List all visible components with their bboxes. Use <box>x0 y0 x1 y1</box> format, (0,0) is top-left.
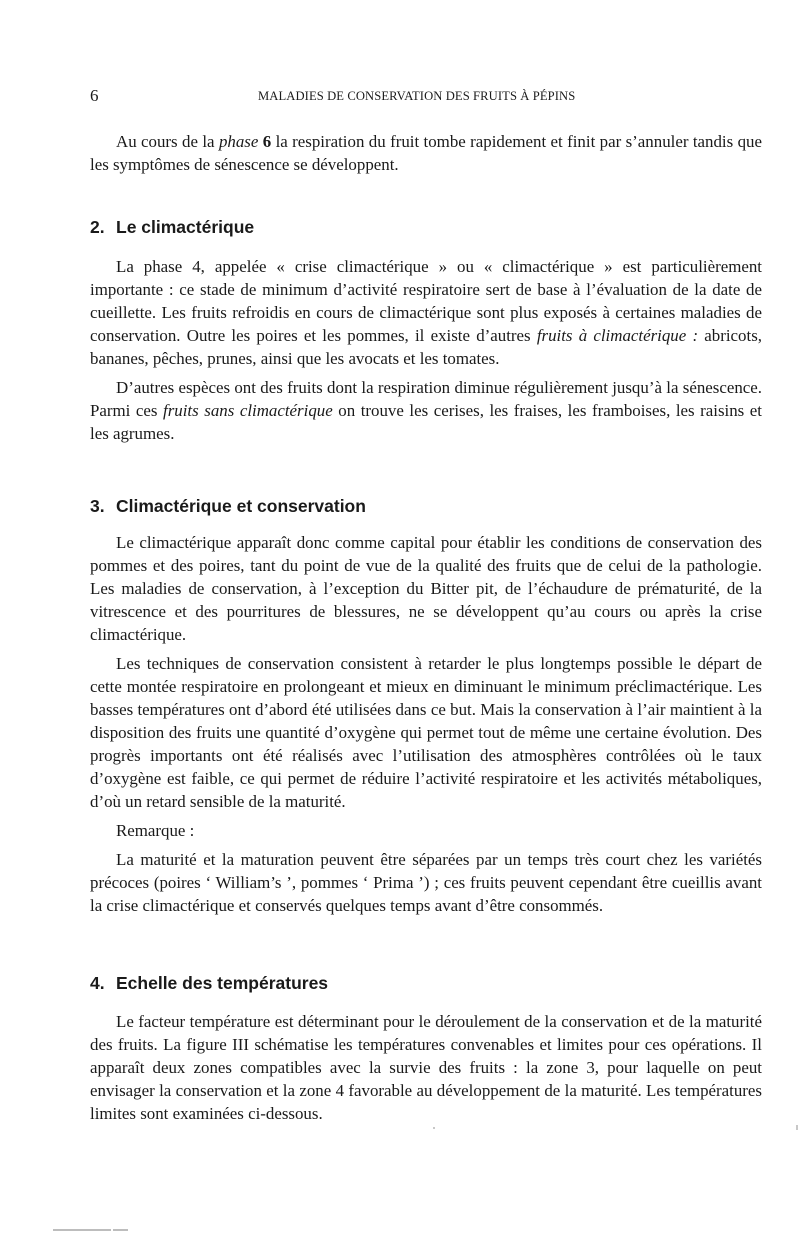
paragraph: Le facteur température est déterminant pour le déroulement de la conservation et de la maturité des fruits. La figure III schématise les températures convenables et limites pour ces opérations. Il apparaît deux zones compatibles avec la survie des fruits : la zone 3, pour laquelle on peut envisager la conservation et la zone 4 favorable au développement de la maturité. Les températures limites sont examinées ci-dessous. <box>90 1012 762 1123</box>
paragraph <box>90 376 762 445</box>
text-run: La phase 4, appelée « crise climactérique » ou « climactérique » est particulièrement importante : ce stade de minimum d’activité respiratoire sert de base à l’évaluation de la date de cueillette. Les fruits refroidis en cours de climactérique sont plus exposés à certaines maladies de conservation. Outre les poires et les pommes, il existe d’autres <box>90 257 762 345</box>
section-2-body <box>90 255 762 451</box>
scan-speck <box>433 1127 435 1129</box>
section-title: Le climactérique <box>116 217 255 237</box>
paragraph <box>90 255 762 370</box>
running-header <box>90 86 790 106</box>
section-heading-3 <box>90 496 366 517</box>
bold-run: 6 <box>258 132 272 151</box>
scan-speck <box>796 1125 798 1130</box>
text-run: D’autres espèces ont des fruits dont la respiration diminue régulièrement jusqu’à la sénescence. Parmi ces <box>90 378 762 420</box>
section-number: 4. <box>90 973 105 993</box>
section-title: Climactérique et conservation <box>116 496 366 516</box>
section-heading-2 <box>90 217 254 238</box>
running-title: MALADIES DE CONSERVATION DES FRUITS À PÉPINS <box>258 89 576 103</box>
intro-paragraph <box>90 130 762 176</box>
paragraph: Le climactérique apparaît donc comme capital pour établir les conditions de conservation des pommes et des poires, tant du point de vue de la qualité des fruits que de celui de la pathologie. Les maladies de conservation, à l’exception du Bitter pit, de l’échaudure de prématurité, de la vitrescence et des pourritures de blessures, ne se développent qu’au cours ou après la crise climactérique. <box>90 533 762 644</box>
italic-run: fruits à climactérique : <box>536 326 699 345</box>
text-run: Au cours de la <box>116 132 219 151</box>
italic-run: phase <box>218 132 259 151</box>
text-run: la respiration du fruit tombe rapidement et finit par s’annuler tandis que les symptômes de sénescence se développent. <box>90 132 762 174</box>
section-number: 2. <box>90 217 105 237</box>
intro-block <box>90 130 762 182</box>
remark-paragraph: La maturité et la maturation peuvent être séparées par un temps très court chez les variétés précoces (poires ‘ William’s ’, pommes ‘ Prima ’) ; ces fruits peuvent cependant être cueillis avant la crise climactérique et conservés quelques temps avant d’être consommés. <box>90 850 762 915</box>
text-run: on trouve les cerises, les fraises, les framboises, les raisins et les agrumes. <box>90 401 762 443</box>
italic-run: fruits sans climactérique <box>163 401 333 420</box>
section-title: Echelle des températures <box>116 973 329 993</box>
footer-rule <box>53 1229 111 1231</box>
paragraph: Les techniques de conservation consistent à retarder le plus longtemps possible le départ de cette montée respiratoire en prolongeant et mieux en diminuant le minimum préclimactérique. Les basses températures ont d’abord été utilisées dans ce but. Mais la conservation à l’air maintient à la disposition des fruits une quantité d’oxygène qui permet tout de même une certaine évolution. Des progrès importants ont été réalisés avec l’utilisation des atmosphères contrôlées où le taux d’oxygène est faible, ce qui permet de réduire l’activité respiratoire et les activités métaboliques, d’où un retard sensible de la maturité. <box>90 654 762 811</box>
page-number: 6 <box>90 86 99 105</box>
text-run: abricots, bananes, pêches, prunes, ainsi que les avocats et les tomates. <box>90 326 762 368</box>
section-4-body <box>90 1010 762 1131</box>
section-number: 3. <box>90 496 105 516</box>
section-3-body <box>90 531 762 923</box>
footer-rule <box>113 1229 128 1231</box>
remark-label: Remarque : <box>116 821 195 840</box>
section-heading-4 <box>90 973 328 994</box>
